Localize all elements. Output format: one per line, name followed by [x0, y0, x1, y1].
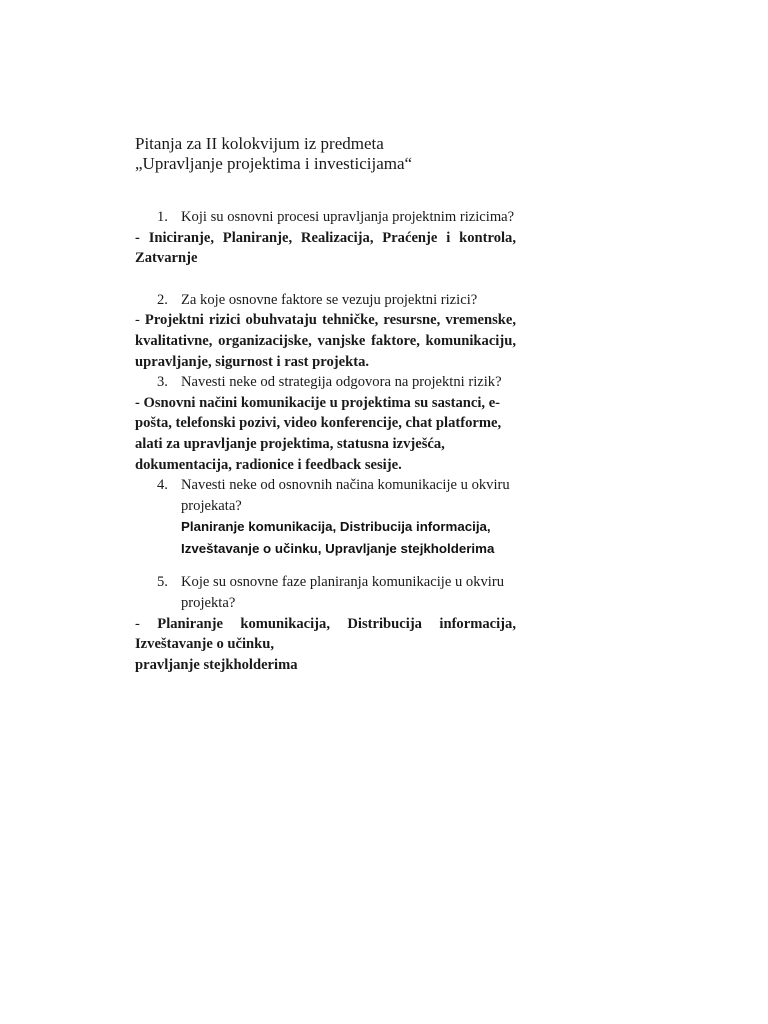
answer-text: Projektni rizici obuhvataju tehničke, resursne, vremenske, kvalitativne, organizacijske, vanjske faktore, komunikaciju, upravljanje, sigurnost i rast projekta.: [135, 312, 516, 370]
question-number: 4.: [157, 477, 168, 494]
question-2: [135, 290, 516, 311]
question-number: 2.: [157, 291, 168, 308]
answer-dash: -: [135, 394, 144, 411]
question-text: Koje su osnovne faze planiranja komunikacije u okviru projekta?: [181, 574, 504, 611]
answer-dash: -: [135, 312, 145, 329]
title-line-2: „Upravljanje projektima i investicijama“: [135, 154, 413, 173]
answer-line-1: Planiranje komunikacija, Distribucija informacija,: [181, 519, 491, 535]
answer-text: Planiranje komunikacija, Distribucija informacija, Izveštavanje o učinku,: [135, 615, 516, 653]
answer-5-continuation: pravljanje stejkholderima: [135, 656, 298, 673]
question-1: [135, 207, 516, 228]
question-text: Koji su osnovni procesi upravljanja projektnim rizicima?: [181, 209, 515, 225]
answer-dash: -: [135, 229, 149, 246]
spacer: [135, 559, 516, 572]
spacer: [135, 269, 516, 290]
answer-3: [135, 393, 516, 475]
question-number: 5.: [157, 574, 168, 591]
question-number: 1.: [157, 209, 168, 225]
answer-text: Iniciranje, Planiranje, Realizacija, Praćenje i kontrola, Zatvarnje: [135, 229, 517, 267]
question-3: [135, 372, 516, 393]
answer-1: [135, 228, 516, 269]
answer-line-2: Izveštavanje o učinku, Upravljanje stejkholderima: [181, 540, 495, 556]
question-number: 3.: [157, 374, 168, 391]
title-line-1: Pitanja za II kolokvijum iz predmeta: [135, 134, 384, 153]
answer-2: [135, 310, 516, 372]
answer-4: [135, 516, 516, 559]
question-4: [135, 475, 516, 516]
question-5: [135, 572, 516, 613]
answer-dash: -: [135, 615, 158, 632]
document-title: [135, 134, 555, 174]
question-text: Navesti neke od strategija odgovora na projektni rizik?: [181, 374, 502, 391]
answer-5: [135, 614, 516, 655]
question-list: [135, 207, 516, 675]
answer-text: Osnovni načini komunikacije u projektima su sastanci, e-pošta, telefonski pozivi, video konferencije, chat platforme, alati za upravljanje projektima, statusna izvješća, dokumentacija, radionice i feedback sesije.: [135, 394, 502, 473]
question-text: Navesti neke od osnovnih načina komunikacije u okviru projekata?: [181, 477, 510, 514]
question-text: Za koje osnovne faktore se vezuju projektni rizici?: [181, 291, 478, 308]
